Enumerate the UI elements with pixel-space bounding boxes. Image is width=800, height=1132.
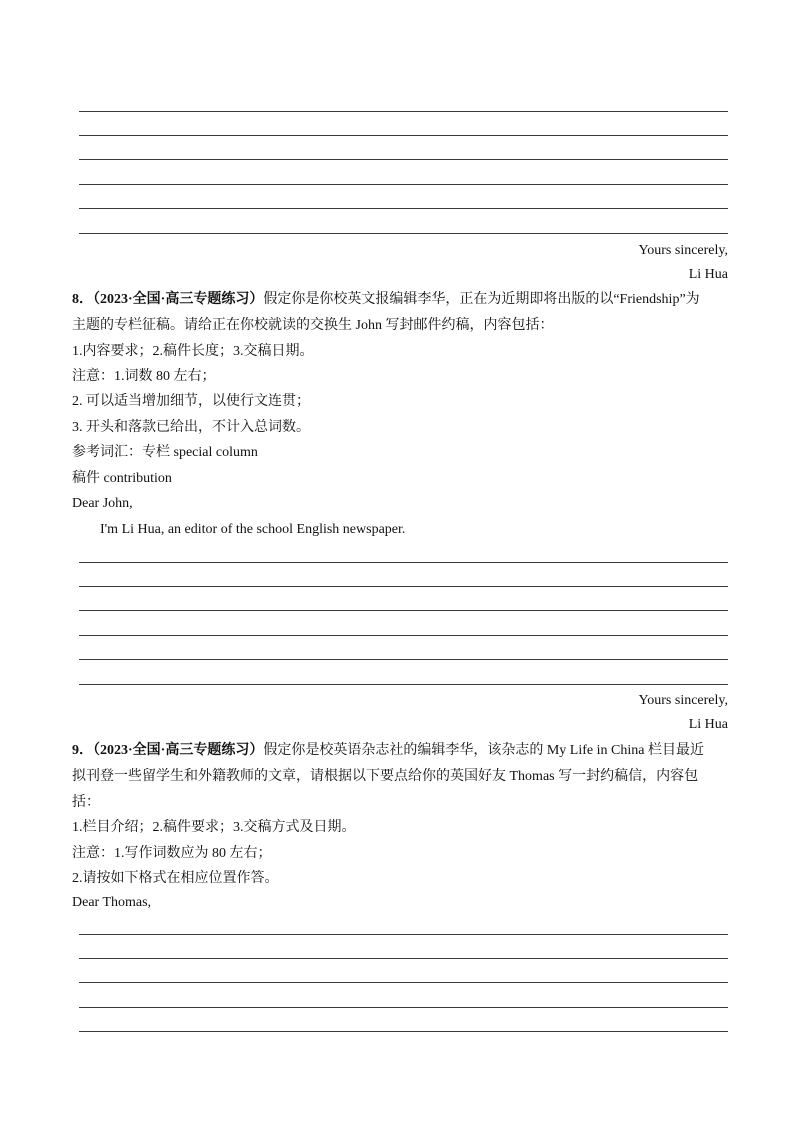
question-9-line-5: 注意：1.写作词数应为 80 左右；	[72, 846, 272, 861]
question-8-line-3: 1.内容要求；2.稿件长度；3.交稿日期。	[72, 344, 314, 359]
question-9-line-4: 1.栏目介绍；2.稿件要求；3.交稿方式及日期。	[72, 820, 356, 835]
answer-line	[79, 684, 728, 685]
answer-line	[79, 635, 728, 636]
letter-greeting: Dear Thomas,	[72, 895, 152, 910]
answer-line	[79, 586, 728, 587]
closing: Yours sincerely,	[638, 243, 728, 258]
question-text: 假定你是校英语杂志社的编辑李华，该杂志的 My Life in China 栏目最近	[263, 743, 704, 758]
question-9-line-2: 拟刊登一些留学生和外籍教师的文章，请根据以下要点给你的英国好友 Thomas 写一封约稿信，内容包	[72, 769, 699, 784]
answer-line	[79, 610, 728, 611]
question-8-line-4: 注意：1.词数 80 左右；	[72, 369, 216, 384]
question-9-line-6: 2.请按如下格式在相应位置作答。	[72, 871, 279, 886]
question-8-line-5: 2. 可以适当增加细节，以使行文连贯；	[72, 394, 310, 409]
question-8-line-8: 稿件 contribution	[72, 471, 172, 486]
answer-line	[79, 659, 728, 660]
question-number: 9．	[72, 743, 93, 758]
question-source: （2023·全国·高三专题练习）	[93, 743, 264, 758]
signature: Li Hua	[688, 267, 728, 282]
question-8-line-6: 3. 开头和落款已给出，不计入总词数。	[72, 420, 310, 435]
question-source: （2023·全国·高三专题练习）	[93, 292, 264, 307]
answer-line	[79, 135, 728, 136]
question-8-line-2: 主题的专栏征稿。请给正在你校就读的交换生 John 写封邮件约稿，内容包括：	[72, 318, 554, 333]
answer-line	[79, 958, 728, 959]
closing: Yours sincerely,	[638, 693, 728, 708]
answer-line	[79, 934, 728, 935]
answer-line	[79, 1007, 728, 1008]
question-8-line-1	[72, 290, 700, 310]
question-9-line-1	[72, 741, 704, 761]
answer-line	[79, 111, 728, 112]
question-9-line-3: 括：	[72, 795, 100, 810]
signature: Li Hua	[688, 717, 728, 732]
answer-line	[79, 208, 728, 209]
question-text: 假定你是你校英文报编辑李华，正在为近期即将出版的以“Friendship”为	[263, 292, 700, 307]
question-8-line-7: 参考词汇：专栏 special column	[72, 445, 258, 460]
answer-line	[79, 233, 728, 234]
answer-line	[79, 562, 728, 563]
letter-opening: I'm Li Hua, an editor of the school English newspaper.	[100, 522, 406, 537]
answer-line	[79, 184, 728, 185]
answer-line	[79, 982, 728, 983]
answer-line	[79, 1031, 728, 1032]
answer-line	[79, 159, 728, 160]
question-number: 8．	[72, 292, 93, 307]
letter-greeting: Dear John,	[72, 496, 133, 511]
